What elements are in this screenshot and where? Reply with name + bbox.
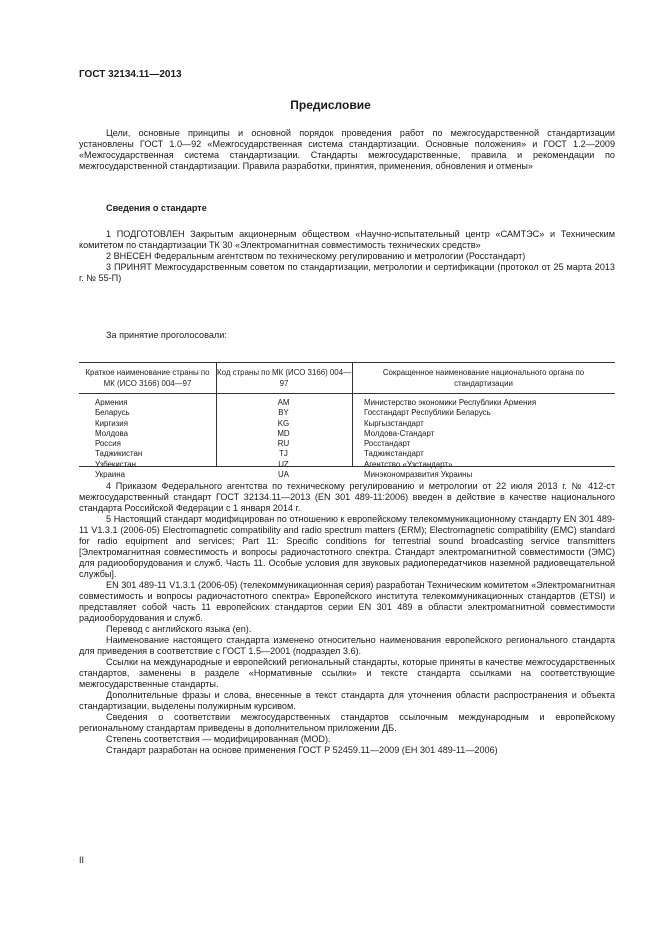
table-row — [79, 460, 615, 470]
paragraph-references: Ссылки на международные и европейский региональный стандарты, которые приняты в качестве межгосударственных стандартов, заменены в разделе «Нормативные ссылки» и тексте стандарта ссылками на соответствующие межгосударственные стандарты. — [79, 657, 615, 689]
cell-body: Росстандарт — [364, 439, 411, 449]
voted-block — [79, 330, 615, 341]
standard-info-heading-block — [79, 203, 615, 214]
paragraph-title-change: Наименование настоящего стандарта изменено относительно наименования европейского регионального стандарта для приведения в соответствие с ГОСТ 1.5—2001 (подраздел 3.6). — [79, 635, 615, 656]
paragraph-conformity-info: Сведения о соответствии межгосударственных стандартов ссылочным международным и европейскому региональному стандартам приведены в дополнительном приложении ДБ. — [79, 712, 615, 733]
intro-paragraph: Цели, основные принципы и основной порядок проведения работ по межгосударственной стандартизации установлены ГОСТ 1.0—92 «Межгосударственная система стандартизации. Основные положения» и ГОСТ 1.2—2009 «Межгосударственная система стандартизации. Стандарты межгосударственные, правила и рекомендации по межгосударственной стандартизации. Правила разработки, принятия, применения, обновления и отмены» — [79, 128, 615, 171]
table-row — [79, 398, 615, 408]
cell-code: UZ — [278, 459, 289, 469]
page-number: II — [79, 855, 85, 865]
document-code: ГОСТ 32134.11—2013 — [79, 69, 182, 80]
cell-body: Таджикстандарт — [364, 449, 424, 459]
paragraph-en-origin: EN 301 489-11 V1.3.1 (2006-05) (телекоммуникационная серия) разработан Техническим комитетом «Электромагнитная совместимость и вопросы радиочастотного спектра» Европейского института телекоммуникационных стандартов (ETSI) и представляет собой часть 11 европейских стандартов серии EN 301 489 в области электромагнитной совместимости радиооборудования и служб. — [79, 580, 615, 623]
paragraph-item-5: 5 Настоящий стандарт модифицирован по отношению к европейскому телекоммуникационному стандарту EN 301 489-11 V1.3.1 (2006-05) Electromagnetic compatibility and radio spectrum matters (ERM); Electromagnetic compatibility (EMC) standard for radio equipment and services; Part 11: Specific conditions for terrestrial sound broadcasting service transmitters [Электромагнитная совместимость и вопросы радиочастотного спектра. Стандарт электромагнитной совместимости (ЭМС) для радиооборудования и служб. Часть 11. Особые условия для звуковых радиопередатчиков наземной радиовещательной службы]. — [79, 514, 615, 579]
cell-code: UA — [278, 470, 289, 480]
cell-body: Агентство «Узстандарт» — [364, 459, 453, 469]
cell-code: KG — [277, 418, 290, 428]
cell-body: Молдова-Стандарт — [364, 428, 435, 438]
header-country-code: Код страны по МК (ИСО 3166) 004—97 — [217, 368, 351, 388]
cell-body: Министерство экономики Республики Армения — [364, 398, 537, 407]
page-title: Предисловие — [290, 98, 371, 112]
details-block — [79, 481, 615, 756]
cell-body: Минэкономразвития Украины — [364, 470, 473, 480]
standard-info-item-1: 1 ПОДГОТОВЛЕН Закрытым акционерным обществом «Научно-испытательный центр «САМТЭС» и Техническим комитетом по стандартизации ТК 30 «Электромагнитная совместимость технических средств» — [79, 229, 615, 250]
standard-info-block — [79, 229, 615, 284]
intro-block — [79, 128, 615, 172]
cell-country: Киргизия — [95, 418, 128, 428]
table-row — [79, 429, 615, 439]
paragraph-item-4: 4 Приказом Федерального агентства по техническому регулированию и метрологии от 22 июля 2013 г. № 412-ст межгосударственный стандарт ГОСТ 32134.11—2013 (EN 301 489-11:2006) введен в действие в качестве национального стандарта Российской Федерации с 1 января 2014 г. — [79, 481, 615, 513]
paragraph-translation: Перевод с английского языка (en). — [106, 624, 252, 634]
cell-body: Госстандарт Республики Беларусь — [364, 408, 491, 418]
cell-country: Узбекистан — [95, 459, 136, 469]
paragraph-basis: Стандарт разработан на основе применения ГОСТ Р 52459.11—2009 (ЕН 301 489-11—2006) — [106, 745, 498, 755]
cell-country: Россия — [95, 439, 121, 449]
cell-code: BY — [278, 408, 289, 418]
cell-country: Таджикистан — [95, 449, 143, 459]
table-row — [79, 439, 615, 449]
cell-country: Украина — [95, 470, 126, 480]
table-row — [79, 408, 615, 418]
cell-country: Армения — [95, 398, 128, 407]
cell-country: Беларусь — [95, 408, 130, 418]
table-row — [79, 449, 615, 459]
header-national-body: Сокращенное наименование национального органа по стандартизации — [382, 368, 585, 388]
voted-label: За принятие проголосовали: — [106, 330, 227, 340]
standard-info-heading: Сведения о стандарте — [106, 203, 207, 213]
standard-info-item-2: 2 ВНЕСЕН Федеральным агентством по техническому регулированию и метрологии (Росстандарт) — [106, 251, 526, 261]
table-row — [79, 419, 615, 429]
cell-code: AM — [277, 398, 290, 407]
paragraph-degree: Степень соответствия — модифицированная (MOD). — [106, 734, 331, 744]
cell-code: TJ — [279, 449, 288, 459]
header-country-name: Краткое наименование страны по МК (ИСО 3166) 004—97 — [85, 368, 210, 388]
table-header — [79, 363, 615, 394]
cell-country: Молдова — [95, 428, 128, 438]
cell-code: RU — [277, 439, 290, 449]
standard-info-item-3: 3 ПРИНЯТ Межгосударственным советом по стандартизации, метрологии и сертификации (протокол от 25 марта 2013 г. № 55-П) — [79, 262, 615, 283]
table-body — [79, 398, 615, 480]
cell-code: MD — [277, 428, 290, 438]
cell-body: Кыргызстандарт — [364, 418, 424, 428]
paragraph-additions: Дополнительные фразы и слова, внесенные в текст стандарта для уточнения области распространения и объекта стандартизации, выделены полужирным курсивом. — [79, 690, 615, 711]
countries-table — [79, 362, 615, 480]
table-row — [79, 470, 615, 480]
